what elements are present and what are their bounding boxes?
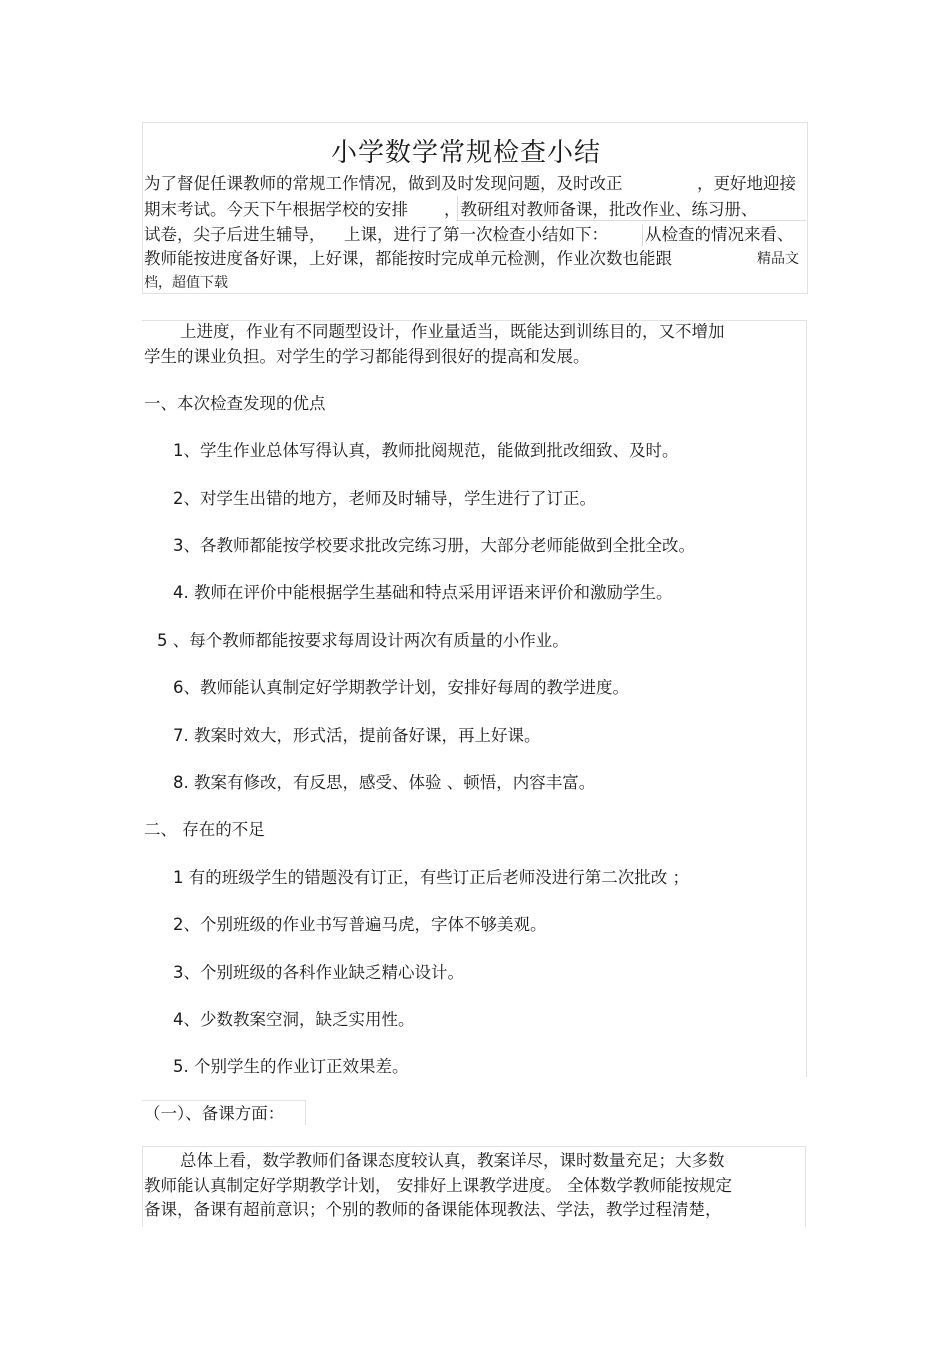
section2-item: 4、少数教案空洞，缺乏实用性。 xyxy=(173,1010,415,1029)
subsection-line-1: 总体上看，数学教师们备课态度较认真，教案详尽，课时数量充足；大多数 xyxy=(180,1151,725,1170)
section1-item: 5 、每个教师都能按要求每周设计两次有质量的小作业。 xyxy=(157,631,569,650)
section1-item: 2、对学生出错的地方，老师及时辅导，学生进行了订正。 xyxy=(173,489,596,508)
section1-item: 7. 教案时效大，形式活，提前备好课，再上好课。 xyxy=(173,726,541,745)
section2-item: 2、个别班级的作业书写普遍马虎，字体不够美观。 xyxy=(173,915,547,934)
intro-line-3b: 上课，进行了第一次检查小结如下： xyxy=(344,225,608,244)
para2-line-1: 上进度，作业有不同题型设计，作业量适当，既能达到训练目的，又不增加 xyxy=(180,322,725,341)
section1-item: 1、学生作业总体写得认真，教师批阅规范，能做到批改细致、及时。 xyxy=(173,441,679,460)
intro-line-2b: ，教研组对教师备课，批改作业、练习册、 xyxy=(444,200,758,219)
watermark-text-b: 档，超值下载 xyxy=(144,275,228,291)
divider-2 xyxy=(642,224,643,246)
para2-line-2: 学生的课业负担。对学生的学习都能得到很好的提高和发展。 xyxy=(144,347,590,366)
subsection-line-3: 备课，备课有超前意识；个别的教师的备课能体现教法、学法，教学过程清楚， xyxy=(144,1200,722,1219)
subsection-line-2: 教师能认真制定好学期教学计划， 安排好上课教学进度。 全体数学教师能按规定 xyxy=(144,1176,732,1195)
section2-item: 5. 个别学生的作业订正效果差。 xyxy=(173,1057,409,1076)
intro-line-3a: 试卷，尖子后进生辅导， xyxy=(144,225,326,244)
section2-item: 3、个别班级的各科作业缺乏精心设计。 xyxy=(173,963,464,982)
section1-item: 6、教师能认真制定好学期教学计划，安排好每周的教学进度。 xyxy=(173,678,629,697)
intro-line-3c: 从检查的情况来看、 xyxy=(645,225,794,244)
intro-line-1a: 为了督促任课教师的常规工作情况，做到及时发现问题，及时改正 xyxy=(144,174,623,193)
intro-line-1b: ，更好地迎接 xyxy=(697,174,796,193)
document-title: 小学数学常规检查小结 xyxy=(331,138,602,168)
subsection-heading: （一）、备课方面： xyxy=(144,1104,285,1123)
section2-item: 1 有的班级学生的错题没有订正，有些订正后老师没进行第二次批改 ； xyxy=(173,868,689,887)
section1-item: 4. 教师在评价中能根据学生基础和特点采用评语来评价和激励学生。 xyxy=(173,583,673,602)
section1-item: 8. 教案有修改，有反思，感受、体验 、顿悟，内容丰富。 xyxy=(173,773,596,792)
intro-line-2a: 期末考试。今天下午根据学校的安排 xyxy=(144,200,408,219)
intro-line-4a: 教师能按进度备好课，上好课，都能按时完成单元检测，作业次数也能跟 xyxy=(144,249,672,268)
section1-heading: 一、本次检查发现的优点 xyxy=(144,394,326,413)
section2-heading: 二、 存在的不足 xyxy=(144,820,265,839)
watermark-text-a: 精品文 xyxy=(757,251,799,267)
section1-item: 3、各教师都能按学校要求批改完练习册，大部分老师能做到全批全改。 xyxy=(173,536,695,555)
